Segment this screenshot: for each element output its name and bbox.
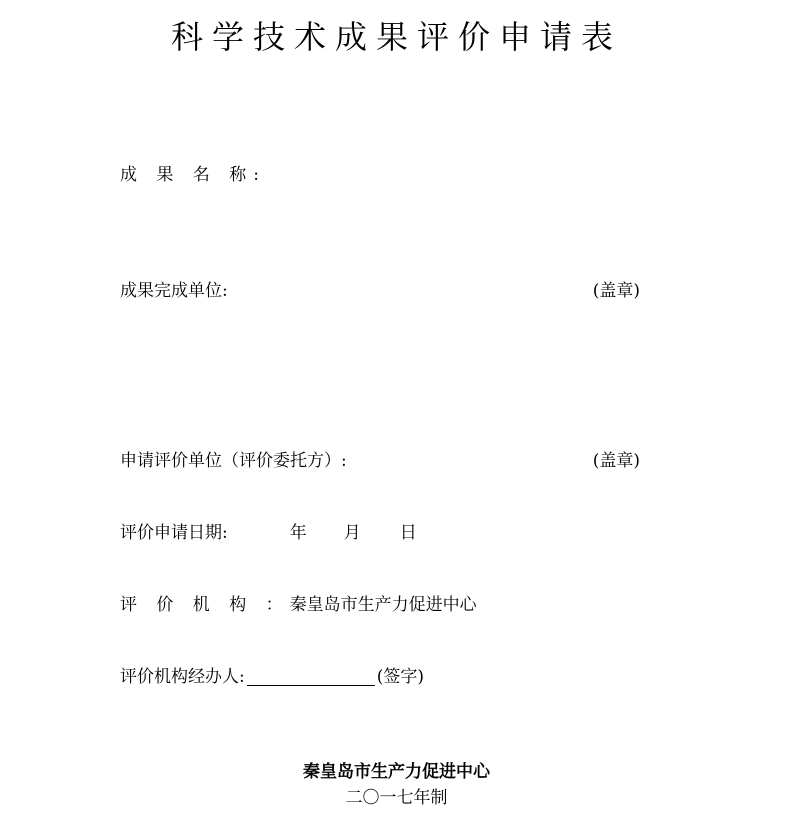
agency-label: 评 价 机 构 ： xyxy=(120,595,290,615)
date-year-label: 年 xyxy=(289,523,307,543)
signature-line xyxy=(247,667,375,686)
completing-unit-seal-note: (盖章) xyxy=(592,281,640,301)
handler-row xyxy=(120,665,424,689)
apply-date-row xyxy=(120,521,417,545)
agency-value: 秦皇岛市生产力促进中心 xyxy=(289,595,477,615)
footer-organization: 秦皇岛市生产力促进中心 xyxy=(303,762,490,782)
applicant-unit-label: 申请评价单位（评价委托方）: xyxy=(120,451,347,471)
form-title: 科学技术成果评价申请表 xyxy=(170,18,622,56)
handler-sign-note: (签字) xyxy=(376,667,424,687)
handler-label: 评价机构经办人: xyxy=(120,667,245,687)
agency-row xyxy=(120,593,477,617)
footer-year: 二〇一七年制 xyxy=(345,788,448,808)
applicant-unit-seal-note: (盖章) xyxy=(592,451,640,471)
apply-date-label: 评价申请日期: xyxy=(120,523,228,543)
date-month-label: 月 xyxy=(343,523,361,543)
date-day-label: 日 xyxy=(399,523,417,543)
completing-unit-label: 成果完成单位: xyxy=(120,281,228,301)
achievement-name-label: 成 果 名 称: xyxy=(120,165,266,185)
